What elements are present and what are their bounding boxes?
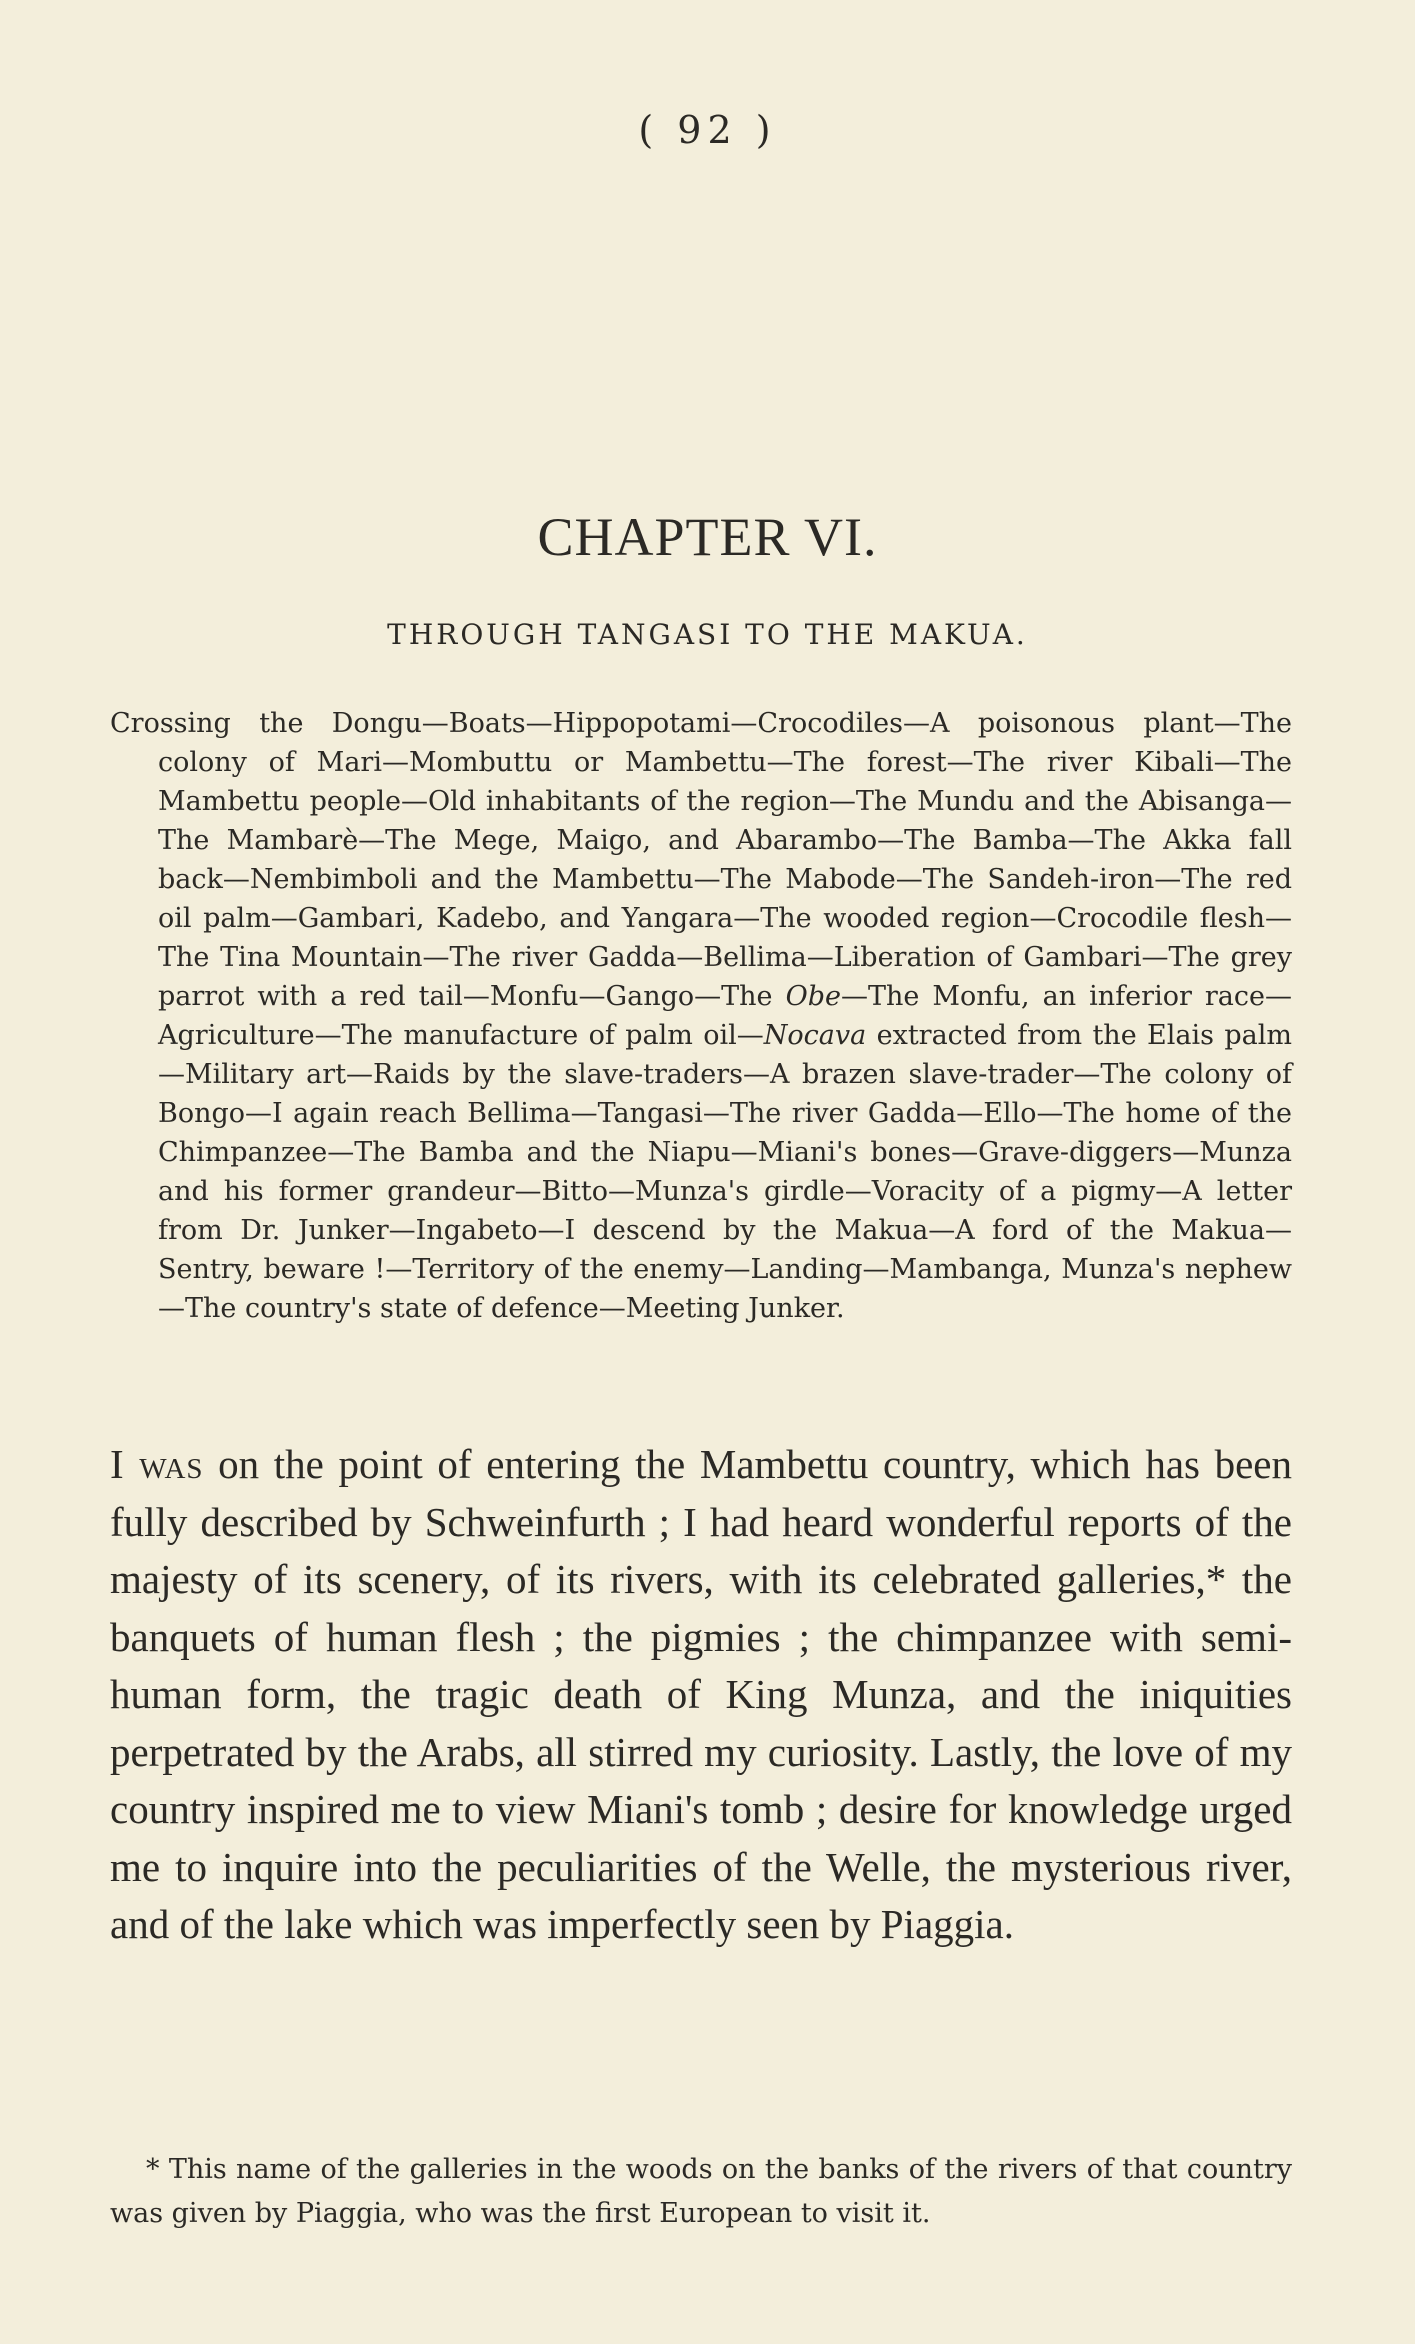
- summary-text-part3: extracted from the Elais palm—Military art—Raids by the slave-traders—A brazen slave-trader—The colony of Bongo—I again reach Bellima—Tangasi—The river Gadda—Ello—The home of the Chimpanzee—The Bamba and the Niapu—Miani's bones—Grave-diggers—Munza and his former grandeur—Bitto—Munza's girdle—Voracity of a pigmy—A letter from Dr. Junker—Ingabeto—I descend by the Makua—A ford of the Makua—Sentry, beware !—Territory of the enemy—Landing—Mambanga, Munza's nephew—The country's state of defence—Meeting Junker.: [158, 1020, 1293, 1324]
- summary-italic-nocava: Nocava: [763, 1020, 867, 1051]
- footnote: * This name of the galleries in the woods on the banks of the rivers of that country was given by Piaggia, who was the first European to visit it.: [110, 2154, 1292, 2229]
- body-text: on the point of entering the Mambettu country, which has been fully described by Schweinfurth ; I had heard wonderful reports of the majesty of its scenery, of its rivers, with its celebrated galleries,* the banquets of human flesh ; the pigmies ; the chimpanzee with semi-human form, the tragic death of King Munza, and the iniquities perpetrated by the Arabs, all stirred my curiosity. Lastly, the love of my country inspired me to view Miani's tomb ; desire for knowledge urged me to inquire into the peculiarities of the Welle, the mysterious river, and of the lake which was imperfectly seen by Piaggia.: [110, 1441, 1292, 1947]
- chapter-title: CHAPTER VI.: [537, 507, 878, 567]
- chapter-subtitle: THROUGH TANGASI TO THE MAKUA.: [387, 618, 1028, 651]
- chapter-summary: [110, 704, 1292, 1328]
- summary-italic-obe: Obe: [785, 981, 841, 1012]
- body-paragraph: [110, 1436, 1292, 1954]
- summary-text-part2: —The Monfu, an inferior race—Agriculture—The manufacture of palm oil—: [158, 981, 1292, 1051]
- lead-initial: I: [110, 1441, 124, 1487]
- page-number: ( 92 ): [638, 108, 777, 152]
- lead-smallcaps: was: [123, 1441, 204, 1487]
- summary-text-part1: Crossing the Dongu—Boats—Hippopotami—Crocodiles—A poisonous plant—The colony of Mari—Mombuttu or Mambettu—The forest—The river Kibali—The Mambettu people—Old inhabitants of the region—The Mundu and the Abisanga—The Mambarè—The Mege, Maigo, and Abarambo—The Bamba—The Akka fall back—Nembimboli and the Mambettu—The Mabode—The Sandeh-iron—The red oil palm—Gambari, Kadebo, and Yangara—The wooded region—Crocodile flesh—The Tina Mountain—The river Gadda—Bellima—Liberation of Gambari—The grey parrot with a red tail—Monfu—Gango—The: [110, 708, 1292, 1012]
